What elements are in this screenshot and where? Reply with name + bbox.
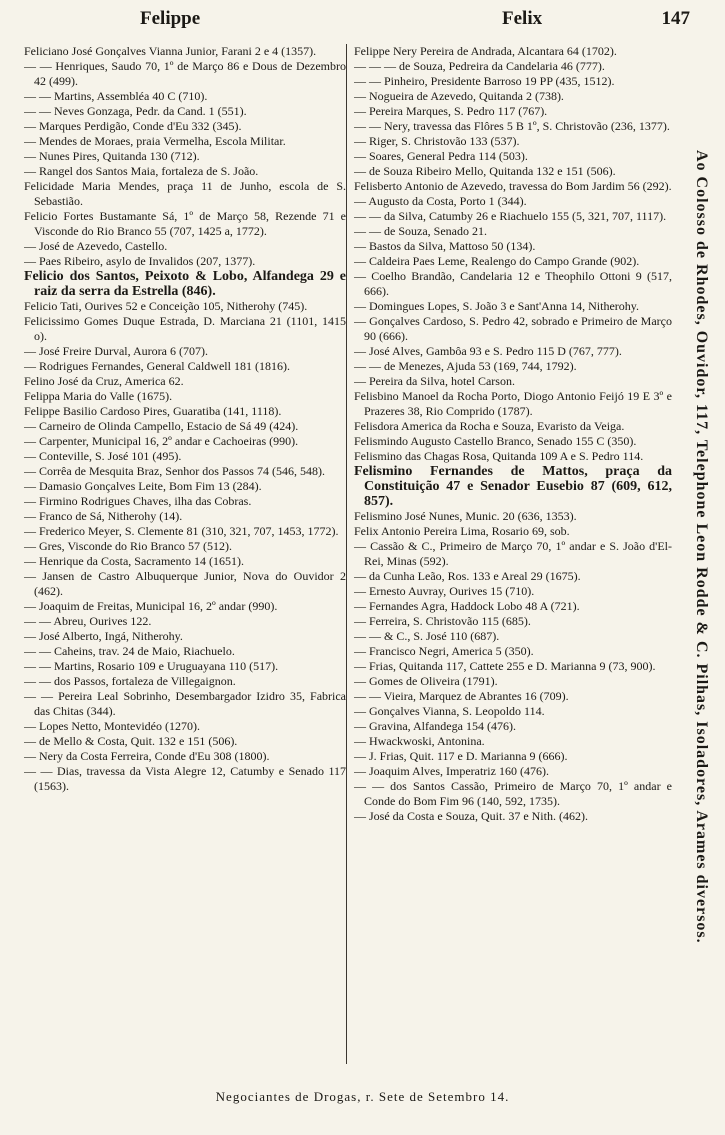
entry-text: — Damasio Gonçalves Leite, Bom Fim 13 (284). (24, 479, 262, 493)
directory-entry (354, 119, 672, 134)
directory-entry (354, 524, 672, 539)
directory-entry (354, 104, 672, 119)
directory-entry (24, 719, 346, 734)
entry-text: — Jansen de Castro Albuquerque Junior, Nova do Ouvidor 2 (462). (24, 569, 346, 598)
side-advertisement-text: Ao Colosso de Rhodes, Ouvidor, 117, Telephone Leon Rodde & C. Pilhas, Isoladores, Arames diversos. (693, 150, 710, 944)
entry-text: — Gres, Visconde do Rio Branco 57 (512). (24, 539, 233, 553)
directory-entry (24, 614, 346, 629)
entry-text: Felismino José Nunes, Munic. 20 (636, 1353). (354, 509, 577, 523)
directory-entry (24, 509, 346, 524)
entry-text: — — Abreu, Ourives 122. (24, 614, 152, 628)
entry-text: — da Cunha Leão, Ros. 133 e Areal 29 (1675). (354, 569, 581, 583)
directory-entry (354, 629, 672, 644)
directory-entry (24, 479, 346, 494)
directory-entry (24, 569, 346, 599)
entry-text: — Gonçalves Vianna, S. Leopoldo 114. (354, 704, 545, 718)
entry-text: — Gravina, Alfandega 154 (476). (354, 719, 516, 733)
directory-entry (24, 299, 346, 314)
directory-entry (24, 689, 346, 719)
entry-text: — — Neves Gonzaga, Pedr. da Cand. 1 (551). (24, 104, 247, 118)
header-left-title: Felippe (140, 8, 201, 29)
directory-entry (354, 149, 672, 164)
directory-entry (24, 44, 346, 59)
entry-text: Felisbino Manoel da Rocha Porto, Diogo Antonio Feijó 19 E 3º e Prazeres 38, Rio Comprido (1787). (354, 389, 672, 418)
column-divider (346, 44, 347, 1064)
directory-entry (354, 134, 672, 149)
entry-text: — — Dias, travessa da Vista Alegre 12, Catumby e Senado 117 (1563). (24, 764, 346, 793)
directory-entry (354, 314, 672, 344)
directory-entry (24, 494, 346, 509)
entry-text: Felismino das Chagas Rosa, Quitanda 109 A e S. Pedro 114. (354, 449, 644, 463)
entry-text: — — Caheins, trav. 24 de Maio, Riachuelo. (24, 644, 235, 658)
entry-text: Felippe Nery Pereira de Andrada, Alcantara 64 (1702). (354, 44, 617, 58)
entry-text: — Rodrigues Fernandes, General Caldwell 181 (1816). (24, 359, 290, 373)
entry-text: — Coelho Brandão, Candelaria 12 e Theophilo Ottoni 9 (517, 666). (354, 269, 672, 298)
directory-entry (24, 374, 346, 389)
entry-text: — Soares, General Pedra 114 (503). (354, 149, 528, 163)
directory-entry (354, 359, 672, 374)
entry-text: — Paes Ribeiro, asylo de Invalidos (207, 1377). (24, 254, 256, 268)
directory-entry (24, 209, 346, 239)
entry-text: — Ferreira, S. Christovão 115 (685). (354, 614, 531, 628)
entry-text: — José Alves, Gambôa 93 e S. Pedro 115 D (767, 777). (354, 344, 622, 358)
entry-text: — Bastos da Silva, Mattoso 50 (134). (354, 239, 536, 253)
entry-text: — Firmino Rodrigues Chaves, ilha das Cobras. (24, 494, 252, 508)
directory-entry (354, 434, 672, 449)
page-footer: Negociantes de Drogas, r. Sete de Setembro 14. (215, 1089, 510, 1104)
directory-entry (24, 554, 346, 569)
entry-text: — J. Frias, Quit. 117 e D. Marianna 9 (666). (354, 749, 568, 763)
directory-entry (354, 689, 672, 704)
directory-entry (354, 779, 672, 809)
directory-entry (24, 254, 346, 269)
entry-text: — de Mello & Costa, Quit. 132 e 151 (506). (24, 734, 238, 748)
entry-text: — José de Azevedo, Castello. (24, 239, 168, 253)
directory-entry (354, 239, 672, 254)
entry-text: Feliciano José Gonçalves Vianna Junior, Farani 2 e 4 (1357). (24, 44, 317, 58)
entry-text: — Ernesto Auvray, Ourives 15 (710). (354, 584, 535, 598)
directory-entry (354, 569, 672, 584)
directory-entry (24, 89, 346, 104)
entry-text: — Corrêa de Mesquita Braz, Senhor dos Passos 74 (546, 548). (24, 464, 325, 478)
entry-text: Felippe Basilio Cardoso Pires, Guaratiba (141, 1118). (24, 404, 282, 418)
directory-entry (354, 44, 672, 59)
directory-entry (354, 194, 672, 209)
directory-entry (354, 269, 672, 299)
entry-text: — Riger, S. Christovão 133 (537). (354, 134, 520, 148)
directory-entry (354, 614, 672, 629)
entry-text: — Lopes Netto, Montevidéo (1270). (24, 719, 200, 733)
entry-text: — — Nery, travessa das Flôres 5 B 1º, S. Christovão (236, 1377). (354, 119, 670, 133)
directory-entry (354, 704, 672, 719)
directory-entry (354, 719, 672, 734)
entry-text: — Conteville, S. José 101 (495). (24, 449, 182, 463)
directory-entry (354, 764, 672, 779)
directory-entry (354, 254, 672, 269)
entry-text: — — dos Passos, fortaleza de Villegaignon. (24, 674, 236, 688)
entry-text: — — Martins, Rosario 109 e Uruguayana 110 (517). (24, 659, 279, 673)
directory-entry (24, 539, 346, 554)
directory-entry (354, 299, 672, 314)
entry-text: — José Alberto, Ingá, Nitherohy. (24, 629, 183, 643)
entry-text: — Joaquim Alves, Imperatriz 160 (476). (354, 764, 549, 778)
directory-entry (354, 809, 672, 824)
directory-entry (354, 674, 672, 689)
entry-text: — Nery da Costa Ferreira, Conde d'Eu 308 (1800). (24, 749, 270, 763)
entry-text: — Henrique da Costa, Sacramento 14 (1651). (24, 554, 244, 568)
entry-text: — Domingues Lopes, S. João 3 e Sant'Anna 14, Nitherohy. (354, 299, 640, 313)
entry-text: — — de Menezes, Ajuda 53 (169, 744, 1792). (354, 359, 577, 373)
entry-text: — — Henriques, Saudo 70, 1º de Março 86 e Dous de Dezembro 42 (499). (24, 59, 346, 88)
directory-entry (354, 419, 672, 434)
directory-entry (24, 59, 346, 89)
entry-text: Felicio dos Santos, Peixoto & Lobo, Alfandega 29 e raiz da serra da Estrella (846). (24, 269, 346, 299)
directory-entry (24, 599, 346, 614)
directory-entry (354, 449, 672, 464)
directory-entry (354, 389, 672, 419)
directory-entry (24, 149, 346, 164)
header-right-title: Felix (502, 8, 543, 29)
entry-text: Felicio Fortes Bustamante Sá, 1º de Março 58, Rezende 71 e Visconde do Rio Branco 55 (707, 1425 a, 1772). (24, 209, 346, 238)
right-column (354, 44, 672, 1059)
entry-text: Felisberto Antonio de Azevedo, travessa do Bom Jardim 56 (292). (354, 179, 672, 193)
directory-entry (24, 134, 346, 149)
directory-entry (354, 179, 672, 194)
entry-text: — Gomes de Oliveira (1791). (354, 674, 498, 688)
directory-entry (354, 734, 672, 749)
directory-entry (24, 629, 346, 644)
entry-text: — José Freire Durval, Aurora 6 (707). (24, 344, 208, 358)
entry-text: Felicio Tati, Ourives 52 e Conceição 105, Nitherohy (745). (24, 299, 308, 313)
entry-text: — Frederico Meyer, S. Clemente 81 (310, 321, 707, 1453, 1772). (24, 524, 339, 538)
directory-entry (354, 584, 672, 599)
directory-entry (354, 74, 672, 89)
entry-text: — — Vieira, Marquez de Abrantes 16 (709). (354, 689, 569, 703)
entry-text: — Fernandes Agra, Haddock Lobo 48 A (721). (354, 599, 580, 613)
entry-text: Felippa Maria do Valle (1675). (24, 389, 173, 403)
entry-text: — Pereira Marques, S. Pedro 117 (767). (354, 104, 548, 118)
entry-text: — Nogueira de Azevedo, Quitanda 2 (738). (354, 89, 564, 103)
directory-entry (24, 419, 346, 434)
entry-text: — José da Costa e Souza, Quit. 37 e Nith. (462). (354, 809, 588, 823)
entry-text: Felicissimo Gomes Duque Estrada, D. Marciana 21 (1101, 1415 o). (24, 314, 346, 343)
entry-text: Felix Antonio Pereira Lima, Rosario 69, sob. (354, 524, 570, 538)
directory-entry (24, 239, 346, 254)
directory-entry (24, 464, 346, 479)
entry-text: — de Souza Ribeiro Mello, Quitanda 132 e 151 (506). (354, 164, 616, 178)
entry-text: — Nunes Pires, Quitanda 130 (712). (24, 149, 200, 163)
entry-text: — Carpenter, Municipal 16, 2º andar e Cachoeiras (990). (24, 434, 299, 448)
entry-text: — Joaquim de Freitas, Municipal 16, 2º andar (990). (24, 599, 278, 613)
entry-text: — Frias, Quitanda 117, Cattete 255 e D. Marianna 9 (73, 900). (354, 659, 656, 673)
entry-text: — — dos Santos Cassão, Primeiro de Março 70, 1º andar e Conde do Bom Fim 96 (140, 592, 1735). (354, 779, 672, 808)
entry-text: — Caldeira Paes Leme, Realengo do Campo Grande (902). (354, 254, 640, 268)
directory-entry (354, 224, 672, 239)
directory-entry (24, 674, 346, 689)
page-header (22, 8, 690, 38)
directory-entry (354, 509, 672, 524)
entry-text: — — Pereira Leal Sobrinho, Desembargador Izidro 35, Fabrica das Chitas (344). (24, 689, 346, 718)
directory-entry (354, 374, 672, 389)
entry-text: — Cassão & C., Primeiro de Março 70, 1º andar e S. João d'El-Rei, Minas (592). (354, 539, 672, 568)
directory-entry (24, 104, 346, 119)
page-number: 147 (661, 8, 690, 29)
entry-text: — Franco de Sá, Nitherohy (14). (24, 509, 183, 523)
directory-entry (354, 659, 672, 674)
entry-text: — Rangel dos Santos Maia, fortaleza de S. João. (24, 164, 259, 178)
entry-text: — — Pinheiro, Presidente Barroso 19 PP (435, 1512). (354, 74, 615, 88)
entry-text: — Gonçalves Cardoso, S. Pedro 42, sobrado e Primeiro de Março 90 (666). (354, 314, 672, 343)
entry-text: — Francisco Negri, America 5 (350). (354, 644, 534, 658)
entry-text: — — — de Souza, Pedreira da Candelaria 46 (777). (354, 59, 605, 73)
directory-entry (354, 59, 672, 74)
directory-entry (24, 269, 346, 299)
directory-entry (354, 539, 672, 569)
entry-text: — Augusto da Costa, Porto 1 (344). (354, 194, 527, 208)
entry-text: — Mendes de Moraes, praia Vermelha, Escola Militar. (24, 134, 286, 148)
directory-entry (354, 464, 672, 509)
entry-text: — — de Souza, Senado 21. (354, 224, 487, 238)
directory-entry (24, 449, 346, 464)
directory-entry (354, 644, 672, 659)
entry-text: — — & C., S. José 110 (687). (354, 629, 500, 643)
directory-entry (24, 644, 346, 659)
directory-entry (24, 164, 346, 179)
entry-text: — — da Silva, Catumby 26 e Riachuelo 155 (5, 321, 707, 1117). (354, 209, 667, 223)
entry-text: Felicidade Maria Mendes, praça 11 de Junho, escola de S. Sebastião. (24, 179, 346, 208)
directory-entry (24, 314, 346, 344)
entry-text: Felisdora America da Rocha e Souza, Evaristo da Veiga. (354, 419, 625, 433)
entry-text: — Hwackwoski, Antonina. (354, 734, 485, 748)
directory-entry (24, 734, 346, 749)
directory-entry (24, 389, 346, 404)
directory-entry (24, 344, 346, 359)
directory-entry (354, 749, 672, 764)
entry-text: Felismindo Augusto Castello Branco, Senado 155 C (350). (354, 434, 637, 448)
directory-entry (24, 404, 346, 419)
entry-text: — Carneiro de Olinda Campello, Estacio de Sá 49 (424). (24, 419, 299, 433)
entry-text: — — Martins, Assembléa 40 C (710). (24, 89, 208, 103)
directory-entry (354, 344, 672, 359)
side-advertisement (688, 150, 718, 950)
entry-text: Felismino Fernandes de Mattos, praça da Constituição 47 e Senador Eusebio 87 (609, 612, 857). (354, 464, 672, 509)
directory-entry (24, 749, 346, 764)
entry-text: — Marques Perdigão, Conde d'Eu 332 (345). (24, 119, 242, 133)
directory-entry (24, 659, 346, 674)
directory-entry (24, 359, 346, 374)
directory-entry (24, 179, 346, 209)
entry-text: Felino José da Cruz, America 62. (24, 374, 184, 388)
directory-entry (354, 209, 672, 224)
directory-entry (354, 599, 672, 614)
left-column (24, 44, 346, 1059)
entry-text: — Pereira da Silva, hotel Carson. (354, 374, 515, 388)
directory-entry (24, 524, 346, 539)
directory-entry (354, 89, 672, 104)
directory-entry (354, 164, 672, 179)
directory-entry (24, 434, 346, 449)
directory-entry (24, 119, 346, 134)
directory-entry (24, 764, 346, 794)
